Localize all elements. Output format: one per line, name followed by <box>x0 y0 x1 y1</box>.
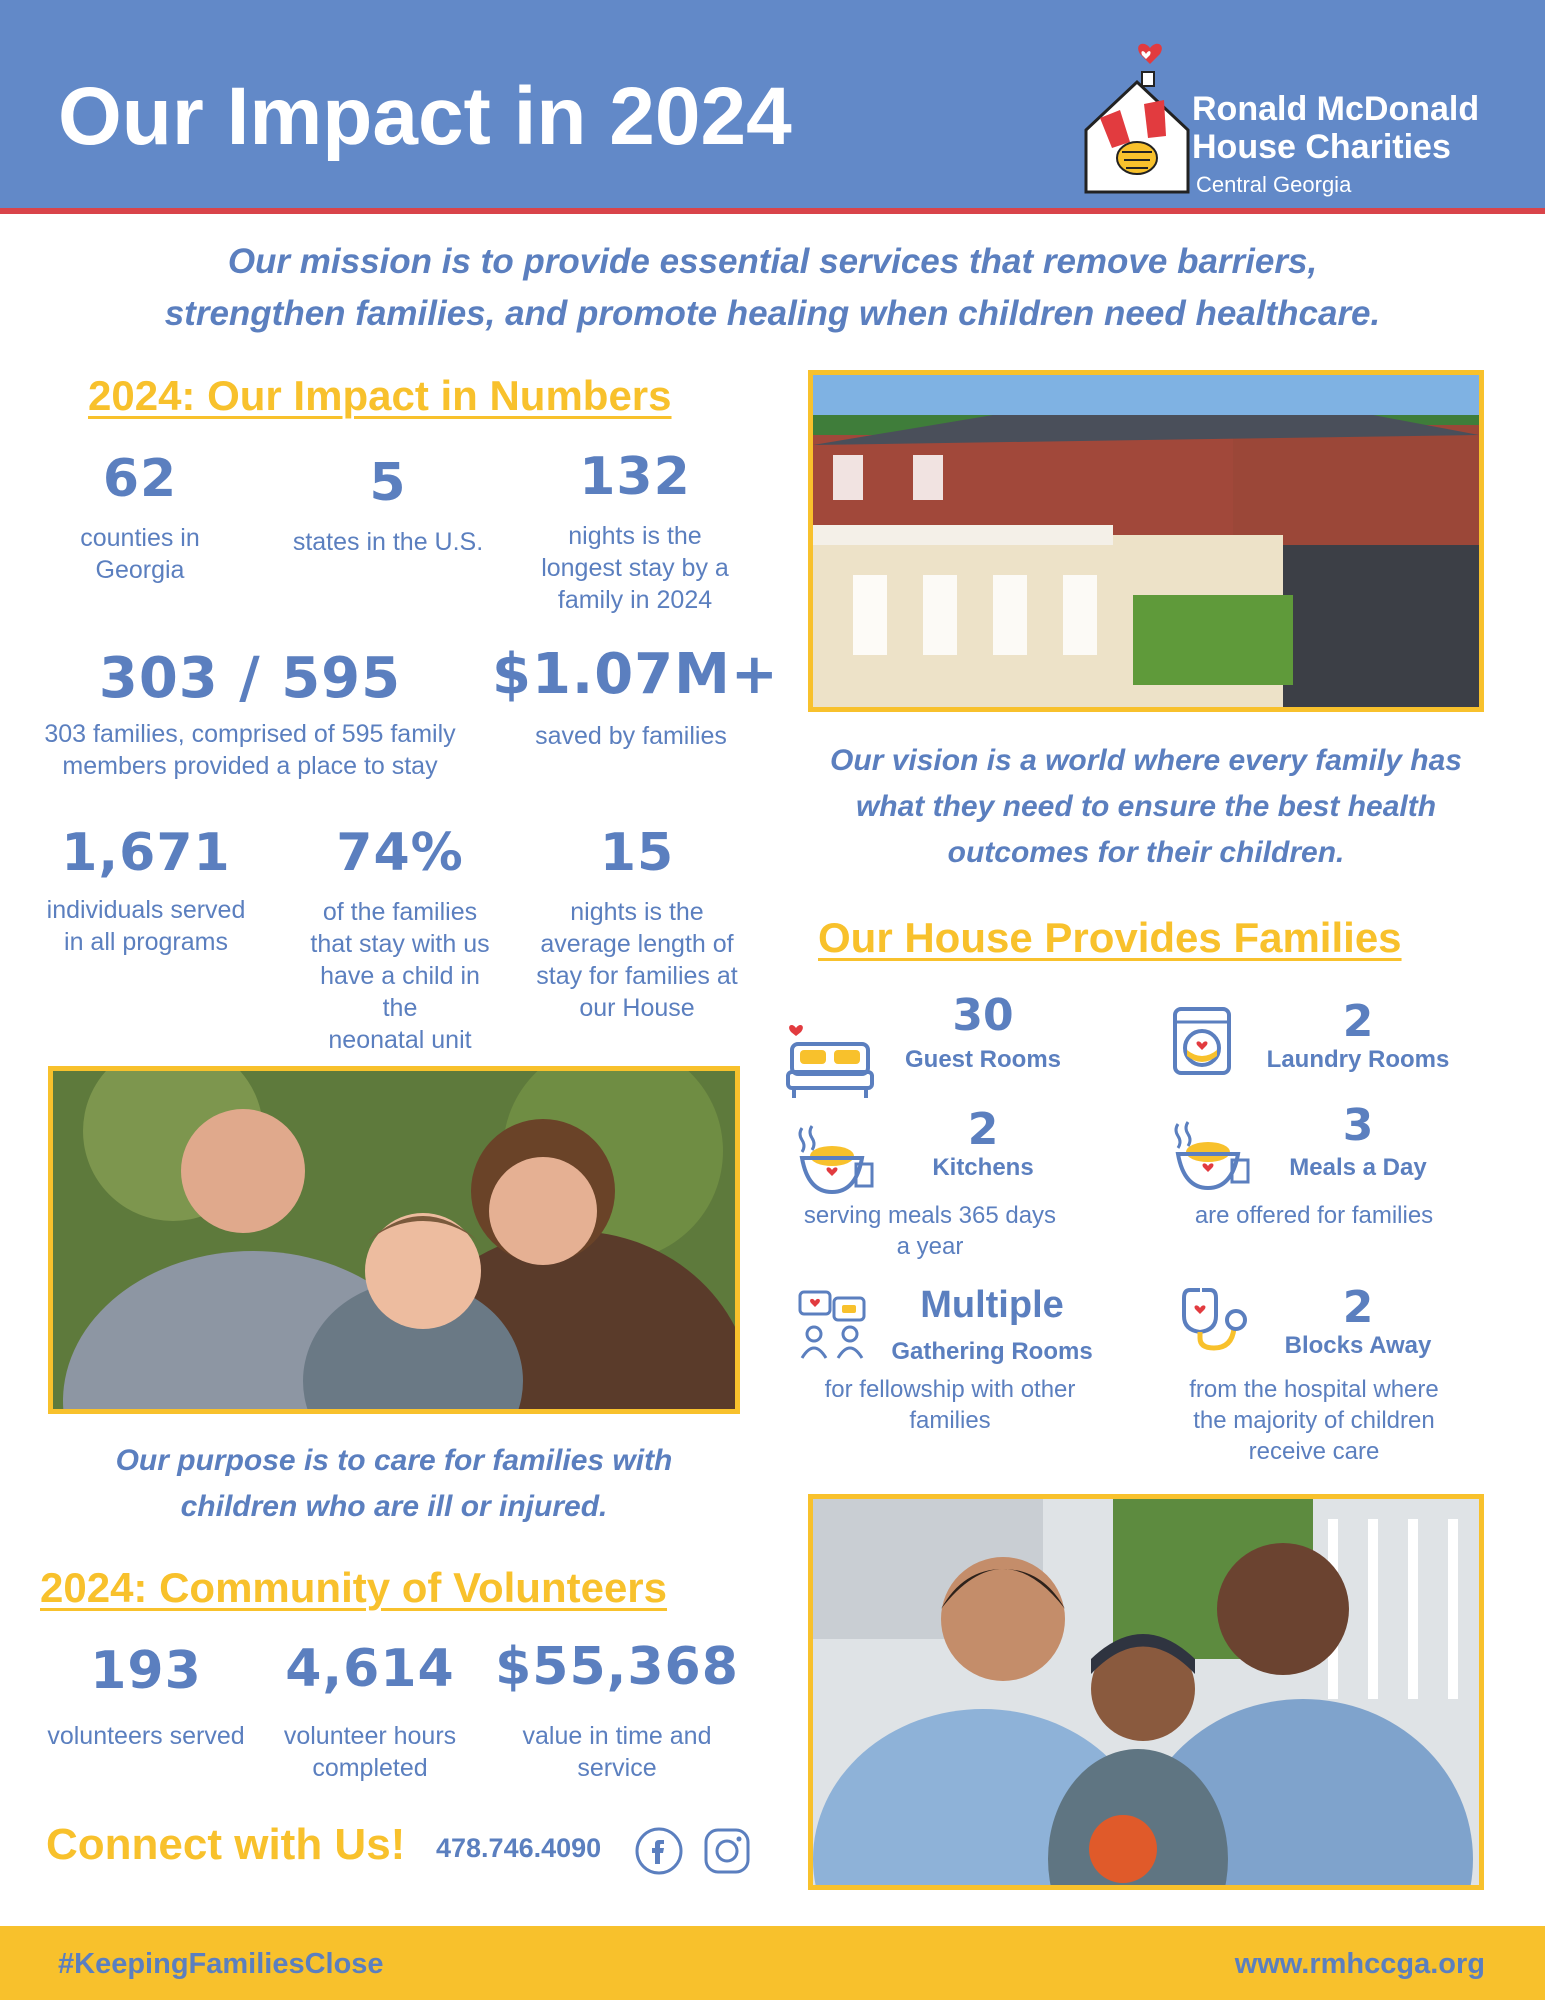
footer-website-link[interactable]: www.rmhccga.org <box>1234 1948 1485 1980</box>
instagram-icon[interactable] <box>702 1826 752 1876</box>
stat-volunteer-hours <box>268 1636 472 1784</box>
stat-neonatal <box>300 820 500 1056</box>
stat-desc: saved by families <box>535 722 727 750</box>
family-photo <box>48 1066 740 1414</box>
volunteers-section-title: 2024: Community of Volunteers <box>40 1564 668 1611</box>
feature-label: Meals a Day <box>1289 1154 1427 1181</box>
chat-people-icon <box>798 1288 868 1364</box>
page-title: Our Impact in 2024 <box>58 71 792 162</box>
stat-counties <box>40 446 240 586</box>
stat-average-stay <box>520 820 754 1024</box>
stat-states <box>278 450 498 558</box>
stat-saved <box>492 642 779 752</box>
rmhc-logo-icon <box>1082 40 1192 200</box>
stat-desc: counties in Georgia <box>80 524 200 584</box>
header-divider <box>0 208 1545 214</box>
stat-value: 62 <box>102 449 178 509</box>
stat-value: 303 / 595 <box>98 646 402 711</box>
logo-subtitle: Central Georgia <box>1196 172 1352 197</box>
meal-icon <box>1168 1118 1254 1192</box>
family-photo <box>808 1494 1484 1890</box>
stat-value: $55,368 <box>495 1637 739 1697</box>
feature-value: 2 <box>1342 1282 1374 1333</box>
stat-desc: volunteers served <box>47 1722 245 1750</box>
feature-label: Kitchens <box>932 1154 1034 1181</box>
stat-individuals <box>30 820 262 958</box>
stat-volunteer-value <box>482 1634 752 1784</box>
feature-desc: are offered for families <box>1194 1202 1434 1229</box>
meal-icon <box>792 1122 878 1196</box>
stat-desc: of the families that stay with us have a child in the neonatal unit <box>310 898 490 1054</box>
feature-value: 30 <box>952 990 1014 1041</box>
stat-desc: states in the U.S. <box>292 528 484 556</box>
feature-value: 3 <box>1342 1100 1374 1151</box>
logo-name-line2: House Charities <box>1192 128 1451 166</box>
mission-statement <box>0 236 1545 340</box>
house-photo <box>808 370 1484 712</box>
provides-section-title: Our House Provides Families <box>818 914 1402 961</box>
facebook-icon[interactable] <box>634 1826 684 1876</box>
feature-value: Multiple <box>920 1284 1064 1326</box>
logo-name-line1: Ronald McDonald <box>1192 90 1480 128</box>
feature-desc: from the hospital where the majority of children receive care <box>1189 1376 1439 1465</box>
stat-desc: nights is the longest stay by a family in 2024 <box>541 522 729 614</box>
stat-desc: volunteer hours completed <box>283 1722 457 1782</box>
stat-value: 5 <box>369 453 407 513</box>
impact-section-title: 2024: Our Impact in Numbers <box>88 372 672 419</box>
stethoscope-icon <box>1180 1286 1250 1352</box>
feature-label: Laundry Rooms <box>1266 1046 1450 1073</box>
stat-families <box>20 646 480 782</box>
phone-number[interactable]: 478.746.4090 <box>436 1833 602 1863</box>
stat-value: 15 <box>599 823 675 883</box>
stat-desc: nights is the average length of stay for families at our House <box>536 898 738 1022</box>
stat-value: $1.07M+ <box>492 642 779 707</box>
stat-value: 74% <box>336 823 464 883</box>
feature-value: 2 <box>967 1104 999 1155</box>
feature-value: 2 <box>1342 996 1374 1047</box>
stat-value: 132 <box>579 447 691 507</box>
washer-icon <box>1172 1006 1232 1076</box>
mission-line1: Our mission is to provide essential services that remove barriers, <box>227 242 1318 281</box>
stat-desc: 303 families, comprised of 595 family members provided a place to stay <box>44 720 456 780</box>
stat-value: 193 <box>90 1641 202 1701</box>
feature-desc: serving meals 365 days a year <box>803 1202 1057 1260</box>
footer-hashtag: #KeepingFamiliesClose <box>58 1948 384 1980</box>
stat-desc: value in time and service <box>522 1722 712 1782</box>
bed-icon <box>784 1018 876 1100</box>
mission-line2: strengthen families, and promote healing when children need healthcare. <box>164 294 1381 333</box>
stat-value: 4,614 <box>285 1639 455 1699</box>
stat-desc: individuals served in all programs <box>46 896 246 956</box>
stat-longest-stay <box>520 444 750 616</box>
connect-label: Connect with Us! <box>46 1820 406 1869</box>
feature-label: Blocks Away <box>1284 1332 1432 1359</box>
feature-label: Guest Rooms <box>904 1046 1062 1073</box>
purpose-statement: Our purpose is to care for families with children who are ill or injured. <box>115 1444 673 1523</box>
feature-label: Gathering Rooms <box>891 1338 1093 1365</box>
stat-value: 1,671 <box>61 823 231 883</box>
stat-volunteers <box>30 1638 262 1752</box>
feature-desc: for fellowship with other families <box>824 1376 1076 1434</box>
vision-statement: Our vision is a world where every family has what they need to ensure the best health outcomes for their children. <box>830 744 1462 869</box>
